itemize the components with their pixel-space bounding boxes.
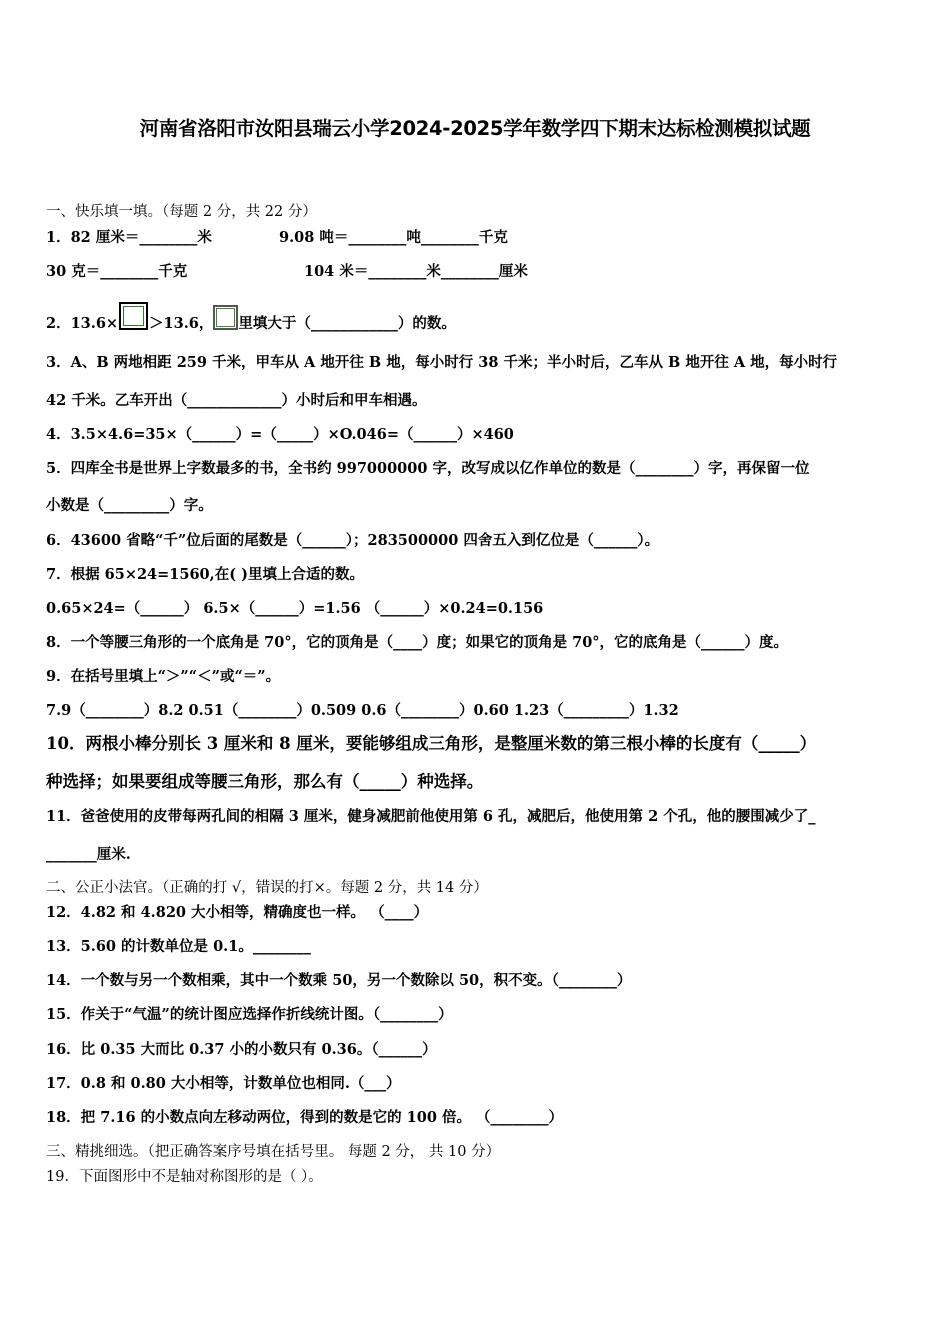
q10-line1: 10．两根小棒分别长 3 厘米和 8 厘米，要能够组成三角形，是整厘米数的第三根小棒的长度有（_____） bbox=[46, 734, 817, 753]
q17-line: 17．0.8 和 0.80 大小相等，计数单位也相同.（___） bbox=[46, 1075, 401, 1092]
q2-line bbox=[46, 302, 456, 337]
q7-line1: 7．根据 65×24=1560,在( )里填上合适的数。 bbox=[46, 566, 364, 583]
q9-line2: 7.9（________）8.2 0.51（________）0.509 0.6（________）0.60 1.23（_________）1.32 bbox=[46, 702, 679, 719]
answer-box-icon bbox=[119, 302, 148, 330]
q1-line1-b: 9.08 吨＝________吨________千克 bbox=[279, 229, 508, 246]
q5-line2: 小数是（_________）字。 bbox=[46, 497, 213, 514]
section1-heading: 一、快乐填一填。（每题 2 分，共 22 分） bbox=[46, 204, 317, 220]
section3-heading: 三、精挑细选。（把正确答案序号填在括号里。 每题 2 分， 共 10 分） bbox=[46, 1144, 501, 1160]
q4-line: 4．3.5×4.6=35×（______）=（_____）×O.046=（______）×460 bbox=[46, 426, 514, 443]
section2-heading: 二、公正小法官。（正确的打 √，错误的打×。每题 2 分，共 14 分） bbox=[46, 880, 488, 896]
answer-box-icon bbox=[213, 305, 238, 330]
q11-line2: _______厘米. bbox=[46, 846, 131, 863]
q14-line: 14．一个数与另一个数相乘，其中一个数乘 50，另一个数除以 50，积不变。（________） bbox=[46, 972, 632, 989]
q13-line: 13．5.60 的计数单位是 0.1。________ bbox=[46, 938, 311, 955]
q2-part1: 2．13.6× bbox=[46, 315, 119, 332]
q3-line1: 3．A、B 两地相距 259 千米，甲车从 A 地开往 B 地，每小时行 38 千米；半小时后，乙车从 B 地开往 A 地，每小时行 bbox=[46, 354, 838, 371]
q2-part3: 里填大于（____________）的数。 bbox=[238, 315, 456, 332]
q7-line2: 0.65×24=（______） 6.5×（______）=1.56 （______）×0.24=0.156 bbox=[46, 600, 544, 617]
q8-line: 8．一个等腰三角形的一个底角是 70°，它的顶角是（____）度；如果它的顶角是 70°，它的底角是（______）度。 bbox=[46, 634, 789, 651]
q2-part2: ＞13.6， bbox=[149, 315, 214, 332]
q15-line: 15．作关于“气温”的统计图应选择作折线统计图。（________） bbox=[46, 1006, 453, 1023]
q5-line1: 5．四库全书是世界上字数最多的书，全书约 997000000 字，改写成以亿作单位的数是（________）字，再保留一位 bbox=[46, 460, 810, 477]
q1-line1-a: 1．82 厘米＝________米 bbox=[46, 229, 212, 246]
q1-line2-a: 30 克＝________千克 bbox=[46, 263, 188, 280]
q9-line1: 9．在括号里填上“＞”“＜”或“＝”。 bbox=[46, 668, 281, 685]
q10-line2: 种选择；如果要组成等腰三角形，那么有（_____）种选择。 bbox=[46, 772, 484, 791]
q19-line: 19．下面图形中不是轴对称图形的是（ ）。 bbox=[46, 1169, 323, 1185]
page-title: 河南省洛阳市汝阳县瑞云小学2024-2025学年数学四下期末达标检测模拟试题 bbox=[139, 117, 811, 140]
q6-line: 6．43600 省略“千”位后面的尾数是（______）；283500000 四舍五入到亿位是（______）。 bbox=[46, 532, 660, 549]
q11-line1: 11．爸爸使用的皮带每两孔间的相隔 3 厘米，健身减肥前他使用第 6 孔，减肥后，他使用第 2 个孔，他的腰围减少了_ bbox=[46, 808, 816, 825]
q16-line: 16．比 0.35 大而比 0.37 小的小数只有 0.36。（______） bbox=[46, 1041, 437, 1058]
q3-line2: 42 千米。乙车开出（_____________）小时后和甲车相遇。 bbox=[46, 392, 427, 409]
q18-line: 18．把 7.16 的小数点向左移动两位，得到的数是它的 100 倍。 （________） bbox=[46, 1109, 563, 1126]
q1-line2-b: 104 米＝________米________厘米 bbox=[304, 263, 528, 280]
q12-line: 12．4.82 和 4.820 大小相等，精确度也一样。 （____） bbox=[46, 904, 429, 921]
